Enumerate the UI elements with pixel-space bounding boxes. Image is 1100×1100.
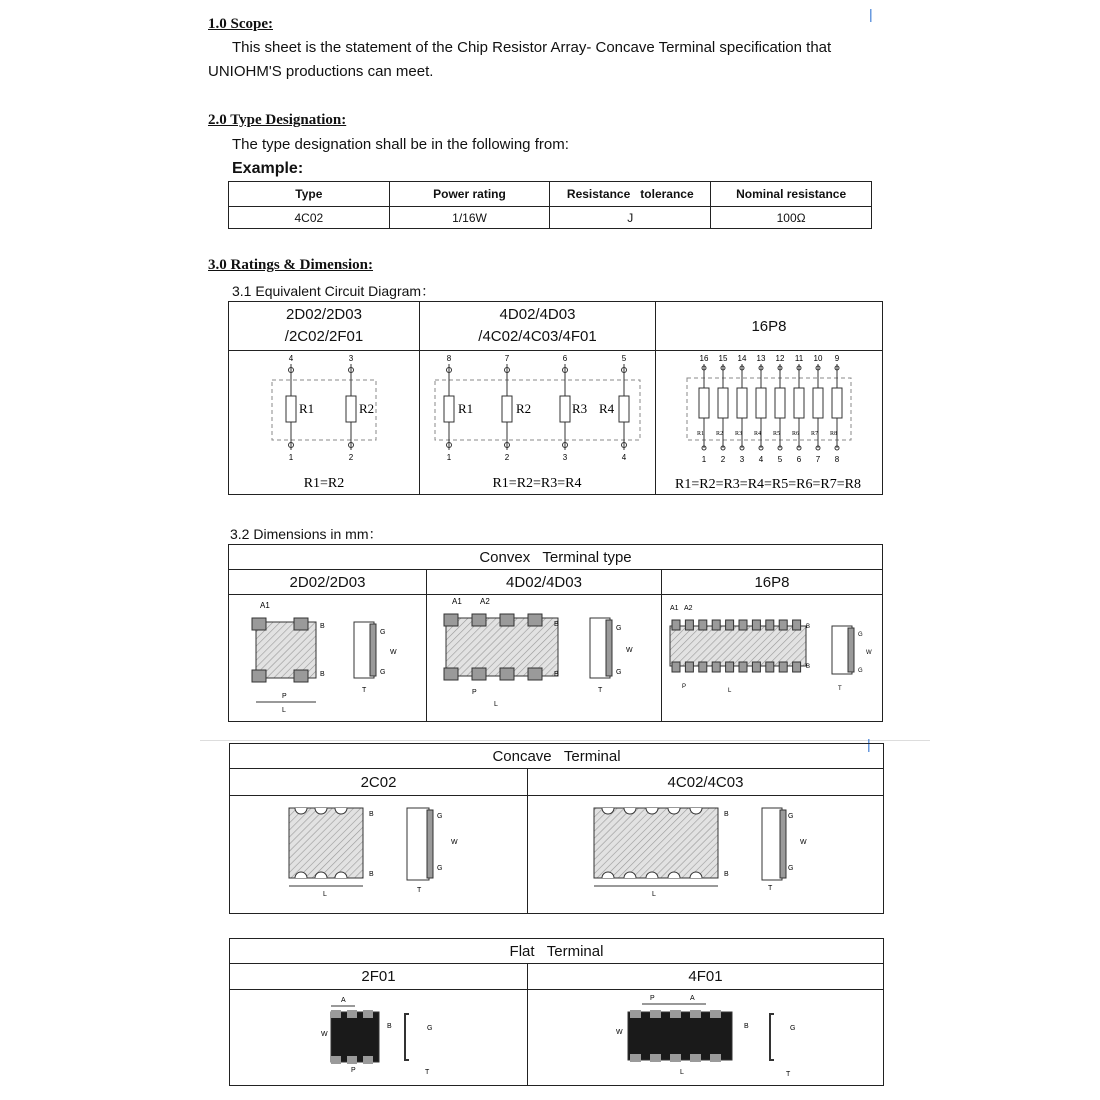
pin-label: 10 xyxy=(813,354,823,363)
flat-title: Flat Terminal xyxy=(229,938,884,964)
pin-label: 13 xyxy=(756,354,766,363)
terminal-pad xyxy=(779,662,787,672)
dim-label-p: P xyxy=(351,1067,356,1074)
dim-label-w: W xyxy=(321,1031,328,1038)
terminal-pad xyxy=(650,1054,661,1062)
resistor-label: R3 xyxy=(572,401,588,416)
resistor-label: R2 xyxy=(516,401,532,416)
terminal-pad xyxy=(630,1054,641,1062)
dim-label-g: G xyxy=(437,813,443,820)
pin-label: 11 xyxy=(794,354,804,363)
resistor-label: R2 xyxy=(359,401,375,416)
dim-label-t: T xyxy=(417,887,422,894)
header-type: Type xyxy=(229,182,390,207)
flat-4f01-drawing xyxy=(530,990,882,1084)
pin-label: 3 xyxy=(739,455,745,464)
convex-4d02-drawing xyxy=(428,594,658,720)
dim-label-w: W xyxy=(616,1029,623,1036)
dim-label-g: G xyxy=(616,669,622,676)
resistor-label: R3 xyxy=(735,431,743,437)
pin-label: 6 xyxy=(562,354,568,363)
dim-label-g: G xyxy=(858,668,863,674)
terminal-pad xyxy=(685,662,693,672)
terminal-pad xyxy=(670,1010,681,1018)
terminal-pad xyxy=(670,1054,681,1062)
dim-label-g: G xyxy=(788,813,794,820)
pin-label: 3 xyxy=(562,453,568,462)
dim-label-b: B xyxy=(387,1023,392,1030)
dim-label-l: L xyxy=(282,707,286,714)
dim-label-g: G xyxy=(858,632,863,638)
cursor-mark: | xyxy=(869,6,873,22)
dim-label-b: B xyxy=(320,623,325,630)
dim-label-b: B xyxy=(806,664,811,670)
circuit-caption: R1=R2=R3=R4=R5=R6=R7=R8 xyxy=(675,477,861,492)
terminal-pad xyxy=(710,1054,721,1062)
pin-label: 8 xyxy=(834,455,840,464)
dim-label-l: L xyxy=(728,688,732,694)
cursor-mark: | xyxy=(867,736,871,752)
pin-label: 4 xyxy=(758,455,764,464)
circuit-caption: R1=R2 xyxy=(303,476,345,491)
convex-col-16p8: 16P8 xyxy=(661,569,883,595)
terminal-pad xyxy=(650,1010,661,1018)
dim-label-w: W xyxy=(800,839,807,846)
convex-col-2d02: 2D02/2D03 xyxy=(228,569,427,595)
resistor-label: R2 xyxy=(716,431,724,437)
terminal-pad xyxy=(710,1010,721,1018)
dim-label-a2: A2 xyxy=(684,605,693,612)
dim-label-l: L xyxy=(652,891,656,898)
circuit-caption: R1=R2=R3=R4 xyxy=(492,476,582,491)
dim-label-l: L xyxy=(323,891,327,898)
terminal-pad xyxy=(672,662,680,672)
terminal-pad xyxy=(726,620,734,630)
terminal-pad xyxy=(726,662,734,672)
circuit-header-2-resistor: 2D02/2D03 /2C02/2F01 xyxy=(228,301,420,351)
terminal-pad xyxy=(630,1010,641,1018)
value-power-rating: 1/16W xyxy=(389,207,550,229)
terminal-pad xyxy=(699,620,707,630)
concave-title: Concave Terminal xyxy=(229,743,884,769)
terminal-pad xyxy=(690,1010,701,1018)
resistor-label: R1 xyxy=(458,401,474,416)
dim-label-t: T xyxy=(786,1071,791,1078)
dim-label-g: G xyxy=(380,669,386,676)
dim-label-b: B xyxy=(554,671,559,678)
dim-label-p: P xyxy=(650,995,655,1002)
terminal-pad xyxy=(752,620,760,630)
resistor-label: R1 xyxy=(697,431,705,437)
value-nominal-resistance: 100Ω xyxy=(711,207,872,229)
dim-label-a1: A1 xyxy=(452,597,462,606)
circuit-header-4-resistor: 4D02/4D03 /4C02/4C03/4F01 xyxy=(419,301,656,351)
concave-2c02-drawing xyxy=(231,796,527,912)
pin-label: 2 xyxy=(348,453,354,462)
concave-col-2c02: 2C02 xyxy=(229,768,528,796)
scope-text-line2: UNIOHM'S productions can meet. xyxy=(208,63,434,80)
resistor-label: R4 xyxy=(599,401,615,416)
flat-2f01-drawing xyxy=(231,990,527,1084)
terminal-pad xyxy=(766,662,774,672)
header-power-rating: Power rating xyxy=(389,182,550,207)
pin-label: 1 xyxy=(288,453,294,462)
value-tolerance: J xyxy=(550,207,711,229)
dim-label-w: W xyxy=(451,839,458,846)
flat-col-2f01: 2F01 xyxy=(229,963,528,990)
pin-label: 2 xyxy=(504,453,510,462)
pin-label: 12 xyxy=(775,354,785,363)
dim-label-a: A xyxy=(690,995,695,1002)
resistor-label: R7 xyxy=(811,431,819,437)
dim-label-b: B xyxy=(554,621,559,628)
dim-label-w: W xyxy=(866,650,872,656)
pin-label: 8 xyxy=(446,354,452,363)
dim-label-b: B xyxy=(724,871,729,878)
dim-label-a2: A2 xyxy=(480,597,490,606)
terminal-pad xyxy=(752,662,760,672)
resistor-label: R4 xyxy=(754,431,762,437)
dim-label-t: T xyxy=(425,1069,430,1076)
circuit-diagram-title: 3.1 Equivalent Circuit Diagram： xyxy=(232,283,436,299)
pin-label: 14 xyxy=(737,354,747,363)
dim-label-a1: A1 xyxy=(670,605,679,612)
pin-label: 16 xyxy=(699,354,709,363)
dim-label-b: B xyxy=(724,811,729,818)
convex-title: Convex Terminal type xyxy=(228,544,883,570)
pin-label: 4 xyxy=(621,453,627,462)
pin-label: 2 xyxy=(720,455,726,464)
dim-label-g: G xyxy=(788,865,794,872)
terminal-pad xyxy=(779,620,787,630)
dim-label-g: G xyxy=(790,1025,796,1032)
header-nominal-resistance: Nominal resistance xyxy=(711,182,872,207)
type-designation-table xyxy=(228,181,872,229)
terminal-pad xyxy=(690,1054,701,1062)
pin-label: 9 xyxy=(834,354,840,363)
scope-heading: 1.0 Scope: xyxy=(208,16,273,32)
terminal-pad xyxy=(672,620,680,630)
circuit-diagram-2-resistor xyxy=(229,350,419,494)
flat-col-4f01: 4F01 xyxy=(527,963,884,990)
value-type: 4C02 xyxy=(229,207,390,229)
dim-label-g: G xyxy=(437,865,443,872)
concave-4c02-drawing xyxy=(530,796,882,912)
dim-label-t: T xyxy=(768,885,773,892)
convex-col-4d02: 4D02/4D03 xyxy=(426,569,662,595)
type-designation-intro: The type designation shall be in the following from: xyxy=(232,136,569,153)
pin-label: 5 xyxy=(777,455,783,464)
dimensions-title: 3.2 Dimensions in mm： xyxy=(230,526,383,542)
dim-label-w: W xyxy=(626,647,633,654)
pin-label: 1 xyxy=(446,453,452,462)
convex-16p8-drawing xyxy=(662,594,880,720)
dim-label-b: B xyxy=(369,871,374,878)
resistor-label: R6 xyxy=(792,431,800,437)
dim-label-t: T xyxy=(838,686,842,692)
terminal-pad xyxy=(739,620,747,630)
terminal-pad xyxy=(712,620,720,630)
terminal-pad xyxy=(766,620,774,630)
dim-label-w: W xyxy=(390,649,397,656)
concave-col-4c02: 4C02/4C03 xyxy=(527,768,884,796)
pin-label: 7 xyxy=(504,354,510,363)
dim-label-a: A xyxy=(341,997,346,1004)
pin-label: 4 xyxy=(288,354,294,363)
dim-label-b: B xyxy=(744,1023,749,1030)
dim-label-p: P xyxy=(282,693,287,700)
dim-label-p: P xyxy=(682,684,687,690)
page-divider xyxy=(200,740,930,741)
dim-label-t: T xyxy=(362,687,367,694)
terminal-pad xyxy=(793,620,801,630)
resistor-label: R5 xyxy=(773,431,781,437)
pin-label: 7 xyxy=(815,455,821,464)
dim-label-g: G xyxy=(427,1025,433,1032)
dim-label-l: L xyxy=(680,1069,684,1076)
pin-label: 3 xyxy=(348,354,354,363)
pin-label: 6 xyxy=(796,455,802,464)
resistor-label: R1 xyxy=(299,401,315,416)
terminal-pad xyxy=(712,662,720,672)
terminal-pad xyxy=(699,662,707,672)
pin-label: 5 xyxy=(621,354,627,363)
convex-2d02-drawing xyxy=(230,594,426,720)
type-designation-heading: 2.0 Type Designation: xyxy=(208,112,347,128)
dim-label-b: B xyxy=(369,811,374,818)
dim-label-a1: A1 xyxy=(260,601,270,610)
dim-label-g: G xyxy=(380,629,386,636)
dim-label-p: P xyxy=(472,689,477,696)
terminal-pad xyxy=(793,662,801,672)
pin-label: 15 xyxy=(718,354,728,363)
dim-label-t: T xyxy=(598,687,603,694)
circuit-diagram-16p8 xyxy=(655,350,882,494)
circuit-diagram-4-resistor xyxy=(420,350,655,494)
resistor-label: R8 xyxy=(830,431,838,437)
scope-text-line1: This sheet is the statement of the Chip Resistor Array- Concave Terminal specification that xyxy=(232,39,832,56)
dim-label-g: G xyxy=(616,625,622,632)
dim-label-b: B xyxy=(806,624,811,630)
dim-label-b: B xyxy=(320,671,325,678)
terminal-pad xyxy=(685,620,693,630)
terminal-pad xyxy=(739,662,747,672)
header-resistance-tolerance: Resistance tolerance xyxy=(550,182,711,207)
dim-label-l: L xyxy=(494,701,498,708)
circuit-header-16p8: 16P8 xyxy=(655,301,883,351)
ratings-heading: 3.0 Ratings & Dimension: xyxy=(208,257,374,273)
example-label: Example: xyxy=(232,160,304,177)
pin-label: 1 xyxy=(701,455,707,464)
